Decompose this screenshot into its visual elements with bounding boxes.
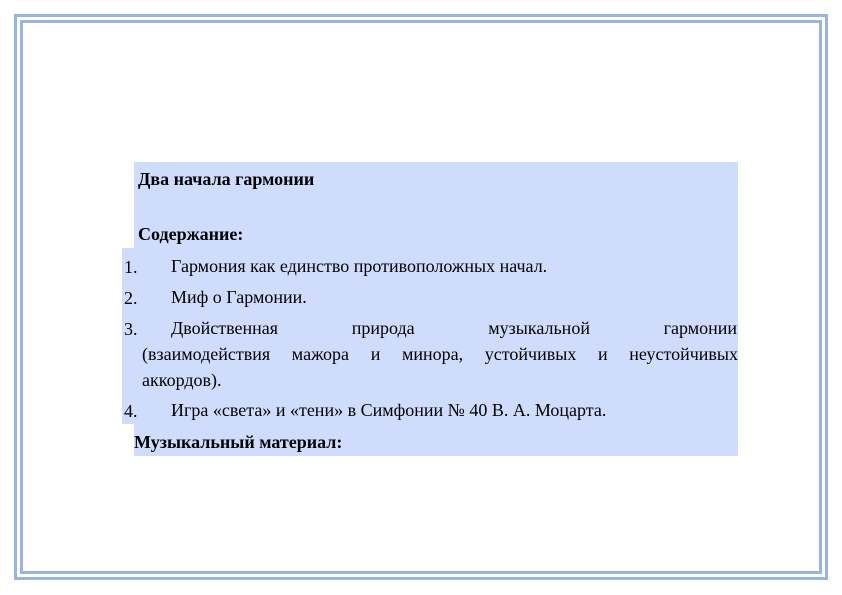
list-item-number: 1. — [124, 257, 138, 277]
material-heading: Музыкальный материал: — [134, 432, 343, 452]
list-item-text: Гармония как единство противоположных начал. — [171, 256, 548, 276]
list-item-text: Игра «света» и «тени» в Симфонии № 40 В. А. Моцарта. — [171, 400, 607, 420]
list-item-text-line3: аккордов). — [142, 370, 222, 390]
list-item-number: 4. — [124, 401, 138, 421]
list-item-text-line1: Двойственная природа музыкальной гармонии — [171, 318, 737, 338]
document-title: Два начала гармонии — [138, 169, 315, 189]
list-item-number: 3. — [124, 319, 138, 339]
contents-heading: Содержание: — [138, 224, 244, 244]
list-item-text-line2: (взаимодействия мажора и минора, устойчивых и неустойчивых — [142, 344, 738, 364]
list-item-text: Миф о Гармонии. — [171, 287, 307, 307]
list-item-number: 2. — [124, 288, 138, 308]
